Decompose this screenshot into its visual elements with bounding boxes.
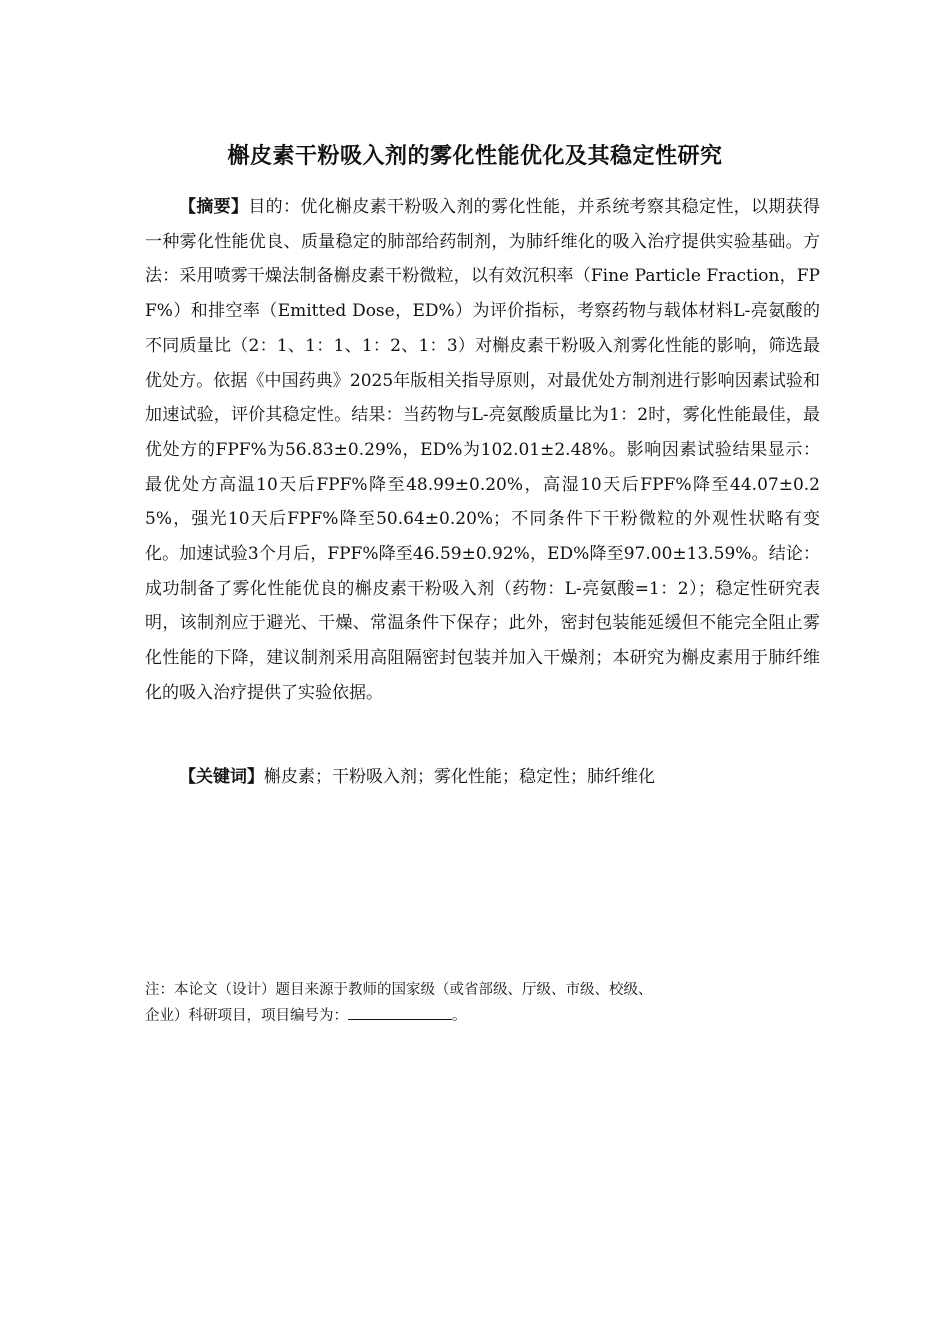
project-number-blank xyxy=(348,1004,452,1020)
abstract-label: 【摘要】 xyxy=(179,197,249,217)
keywords-label: 【关键词】 xyxy=(179,767,264,787)
keywords-text: 槲皮素；干粉吸入剂；雾化性能；稳定性；肺纤维化 xyxy=(264,767,655,787)
paper-title: 槲皮素干粉吸入剂的雾化性能优化及其稳定性研究 xyxy=(227,144,723,169)
abstract-text: 目的：优化槲皮素干粉吸入剂的雾化性能，并系统考察其稳定性，以期获得一种雾化性能优良、质量稳定的肺部给药制剂，为肺纤维化的吸入治疗提供实验基础。方法：采用喷雾干燥法制备槲皮素干粉微粒，以有效沉积率（Fine Particle Fraction，FPF%）和排空率（Emitted Dose，ED%）为评价指标，考察药物与载体材料L-亮氨酸的不同质量比（2：1、1：1、1：2、1：3）对槲皮素干粉吸入剂雾化性能的影响，筛选最优处方。依据《中国药典》2025年版相关指导原则，对最优处方制剂进行影响因素试验和加速试验，评价其稳定性。结果：当药物与L-亮氨酸质量比为1：2时，雾化性能最佳，最优处方的FPF%为56.83±0.29%，ED%为102.01±2.48%。影响因素试验结果显示：最优处方高温10天后FPF%降至48.99±0.20%，高湿10天后FPF%降至44.07±0.25%，强光10天后FPF%降至50.64±0.20%；不同条件下干粉微粒的外观性状略有变化。加速试验3个月后，FPF%降至46.59±0.92%，ED%降至97.00±13.59%。结论：成功制备了雾化性能优良的槲皮素干粉吸入剂（药物：L-亮氨酸=1：2）；稳定性研究表明，该制剂应于避光、干燥、常温条件下保存；此外，密封包装能延缓但不能完全阻止雾化性能的下降，建议制剂采用高阻隔密封包装并加入干燥剂；本研究为槲皮素用于肺纤维化的吸入治疗提供了实验依据。 xyxy=(145,197,821,703)
footnote-section xyxy=(145,977,765,1029)
keywords-section xyxy=(145,760,820,794)
footnote-line-2 xyxy=(145,1003,765,1029)
abstract-section xyxy=(145,190,820,711)
footnote-line-2-suffix: 。 xyxy=(452,1008,467,1024)
footnote-line-1: 注：本论文（设计）题目来源于教师的国家级（或省部级、厅级、市级、校级、 xyxy=(145,982,653,998)
footnote-line-2-prefix: 企业）科研项目，项目编号为： xyxy=(145,1008,348,1024)
